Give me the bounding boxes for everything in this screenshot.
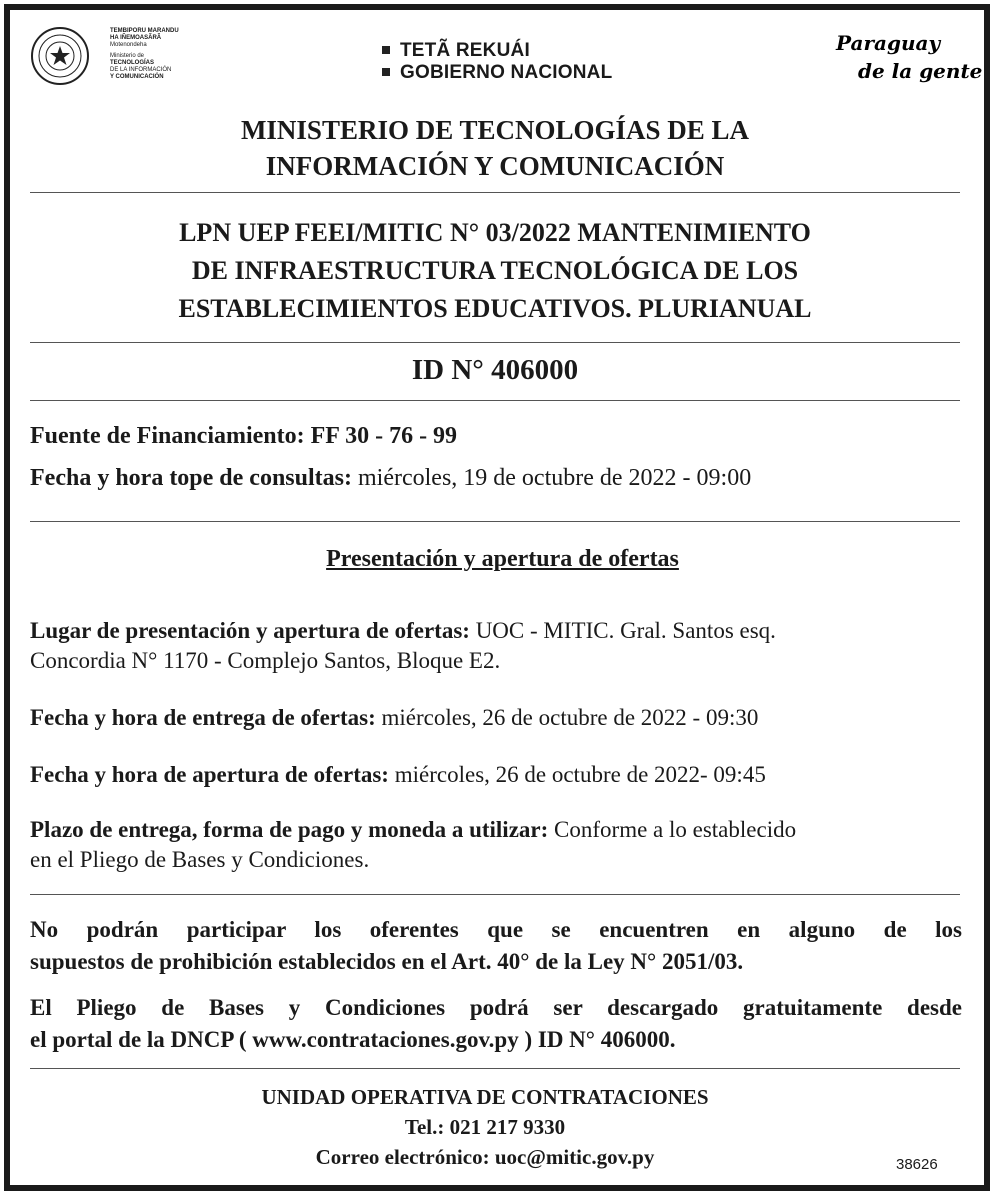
delivery-terms-value: Conforme a lo establecido xyxy=(548,817,797,842)
tender-title-line: LPN UEP FEEI/MITIC N° 03/2022 MANTENIMIENTO xyxy=(179,218,811,247)
tender-title xyxy=(30,214,960,328)
contact-footer xyxy=(30,1082,940,1172)
divider xyxy=(30,894,960,895)
ministry-title-line: MINISTERIO DE TECNOLOGÍAS DE LA xyxy=(240,115,750,145)
notice-line: El Pliego de Bases y Condiciones podrá ser descargado gratuitamente desde xyxy=(30,995,962,1020)
logo-line: Ministerio de xyxy=(110,53,145,59)
delivery-terms-value-line2: en el Pliego de Bases y Condiciones. xyxy=(30,847,370,872)
tender-title-line: DE INFRAESTRUCTURA TECNOLÓGICA DE LOS xyxy=(191,256,799,285)
download-notice xyxy=(30,992,962,1056)
footer-phone: Tel.: 021 217 9330 xyxy=(404,1115,566,1139)
queries-deadline xyxy=(30,463,751,493)
national-seal-icon xyxy=(30,26,90,86)
divider xyxy=(30,521,960,522)
opening-date xyxy=(30,760,766,790)
square-bullet-icon xyxy=(382,68,390,76)
logo-line: Y COMUNICACIÓN xyxy=(110,74,164,80)
section-heading: Presentación y apertura de ofertas xyxy=(326,546,679,572)
logo-line: Motenondeha xyxy=(110,42,147,48)
footer-unit: UNIDAD OPERATIVA DE CONTRATACIONES xyxy=(261,1085,709,1109)
delivery-deadline-label: Fecha y hora de entrega de ofertas: xyxy=(30,705,376,730)
presentation-place-value-line2: Concordia N° 1170 - Complejo Santos, Bloque E2. xyxy=(30,648,501,673)
logo-line: HA IÑEMOASÃRÃ xyxy=(110,35,162,41)
ministry-title-line: INFORMACIÓN Y COMUNICACIÓN xyxy=(265,151,725,181)
opening-date-value: miércoles, 26 de octubre de 2022- 09:45 xyxy=(388,762,766,787)
presentation-place xyxy=(30,616,970,676)
footer-email: Correo electrónico: uoc@mitic.gov.py xyxy=(315,1145,655,1169)
government-logo xyxy=(382,40,612,84)
brand-line: Paraguay xyxy=(836,31,941,55)
divider xyxy=(30,342,960,343)
divider xyxy=(30,1068,960,1069)
presentation-place-label: Lugar de presentación y apertura de ofertas: xyxy=(30,618,470,643)
notice-line: el portal de la DNCP ( www.contrataciones.gov.py ) ID N° 406000. xyxy=(30,1027,676,1052)
notice-line: No podrán participar los oferentes que se encuentren en alguno de los xyxy=(30,917,962,942)
queries-deadline-value: miércoles, 19 de octubre de 2022 - 09:00 xyxy=(351,465,752,491)
opening-date-label: Fecha y hora de apertura de ofertas: xyxy=(30,762,389,787)
government-line: TETÃ REKUÁI xyxy=(400,40,530,61)
delivery-terms xyxy=(30,815,970,875)
delivery-deadline-value: miércoles, 26 de octubre de 2022 - 09:30 xyxy=(375,705,759,730)
queries-deadline-label: Fecha y hora tope de consultas: xyxy=(30,465,352,491)
ministry-logo-text xyxy=(110,28,220,81)
brand-line: de la gente xyxy=(858,59,983,83)
divider xyxy=(30,192,960,193)
logo-line: TECNOLOGÍAS xyxy=(110,60,155,66)
government-line: GOBIERNO NACIONAL xyxy=(400,62,613,83)
divider xyxy=(30,400,960,401)
presentation-place-value: UOC - MITIC. Gral. Santos esq. xyxy=(469,618,776,643)
square-bullet-icon xyxy=(382,46,390,54)
paraguay-brand-logo xyxy=(828,26,983,92)
logo-line: TEMBIPORU MARANDU xyxy=(110,28,179,34)
delivery-deadline xyxy=(30,703,758,733)
delivery-terms-label: Plazo de entrega, forma de pago y moneda a utilizar: xyxy=(30,817,549,842)
ministry-title xyxy=(30,112,960,184)
prohibition-notice xyxy=(30,914,962,978)
tender-title-line: ESTABLECIMIENTOS EDUCATIVOS. PLURIANUAL xyxy=(178,294,812,323)
funding-source: Fuente de Financiamiento: FF 30 - 76 - 99 xyxy=(30,423,458,449)
ad-code: 38626 xyxy=(896,1156,938,1173)
logo-line: DE LA INFORMACIÓN xyxy=(110,67,172,73)
tender-id: ID N° 406000 xyxy=(411,354,579,386)
notice-line: supuestos de prohibición establecidos en el Art. 40° de la Ley N° 2051/03. xyxy=(30,949,744,974)
